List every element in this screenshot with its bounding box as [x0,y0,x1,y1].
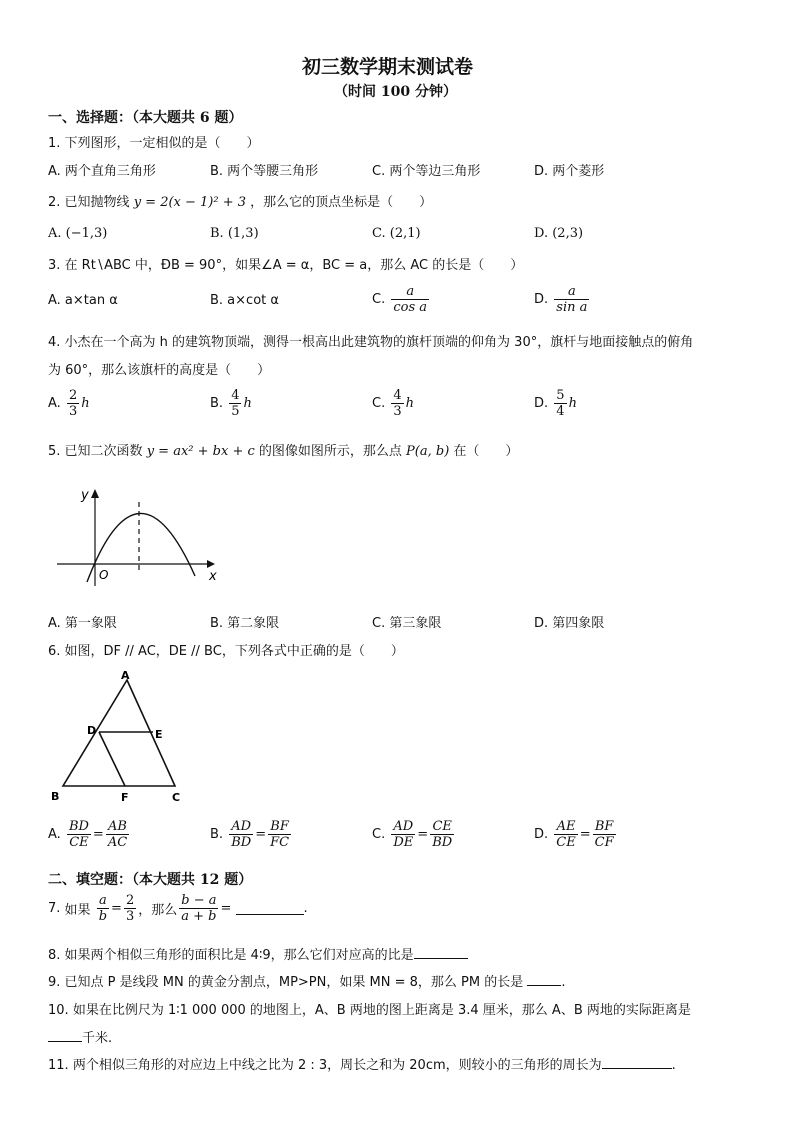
page-title: 初三数学期末测试卷 [302,56,474,78]
question-10 [48,999,691,1018]
q1-option-b: B. 两个等腰三角形 [210,164,319,179]
question-6 [48,640,404,659]
option-label: D. [534,292,549,307]
x-axis-arrow [207,560,215,568]
question-5 [48,440,518,459]
equals-sign: = [220,901,232,916]
question-number: 11. [48,1058,69,1073]
fraction-2-3: $\frac{2}{3}$ [125,893,135,924]
formula: y = 2(x − 1)² + 3 [133,195,247,210]
question-number: 3. [48,258,61,273]
question-number: 4. [48,335,61,350]
q1-option-d: D. 两个菱形 [534,164,605,179]
period: . [561,975,566,990]
question-2 [48,191,432,210]
question-stem-mid: 的图像如图所示，那么点 [258,444,402,459]
question-number: 5. [48,444,61,459]
page-subtitle: （时间 100 分钟） [334,84,457,100]
q6-option-d [534,819,618,850]
equals-sign: = [92,827,104,842]
q3-option-c [372,284,431,315]
variable: h [405,396,415,411]
parabola-graph [55,482,225,592]
question-1 [48,132,260,151]
q2-option-c: C. (2,1) [372,226,421,241]
fraction: $\frac{5}{4}$ [556,388,565,419]
question-stem-line1: 小杰在一个高为 h 的建筑物顶端，测得一根高出此建筑物的旗杆顶端的仰角为 30°，旗杆与地面接触点的俯角 [64,335,694,350]
option-label: C. [372,396,386,411]
option-label: D. [534,827,549,842]
question-9 [48,971,565,990]
fraction: $\frac{a}{\text{sin a}}$ [556,284,588,315]
period: . [671,1058,676,1073]
fraction-right: $\frac{CE}{BD}$ [432,819,453,850]
question-stem-post: ，那么它的顶点坐标是（ ） [250,195,433,210]
question-text: 如果 [64,903,91,918]
question-number: 10. [48,1003,69,1018]
fraction: $\frac{2}{3}$ [68,388,78,419]
question-4 [48,331,693,350]
variable: h [81,396,90,411]
vertex-b-label: B [51,790,60,803]
fraction-left: $\frac{BD}{CE}$ [68,819,89,850]
equals-sign: = [579,827,591,842]
q1-option-c: C. 两个等边三角形 [372,164,481,179]
q2-option-b: B. (1,3) [210,226,259,241]
formula: y = ax² + bx + c [146,444,255,459]
point-d-label: D [87,724,97,737]
x-axis-label: x [209,569,217,584]
answer-blank[interactable] [236,902,304,915]
question-8 [48,944,468,963]
question-number: 1. [48,136,61,151]
point: P(a, b) [406,444,450,459]
question-stem-post: 在（ ） [453,444,519,459]
question-3 [48,254,523,273]
answer-blank[interactable] [414,946,468,959]
y-axis-label: y [81,488,89,503]
question-text: 如果在比例尺为 1∶1 000 000 的地图上，A、B 两地的图上距离是 3.4 厘米，那么 A、B 两地的实际距离是 [72,1003,691,1018]
fraction: $\frac{4}{5}$ [231,388,240,419]
q4-option-a [48,388,90,419]
question-text: 千米. [82,1031,113,1046]
question-number: 2. [48,195,61,210]
fraction-left: $\frac{AD}{BD}$ [231,819,252,850]
fraction: $\frac{a}{\text{cos a}}$ [393,284,428,315]
q6-option-a [48,819,131,850]
q2-option-a: A. (−1,3) [48,226,108,241]
q4-option-b [210,388,252,419]
question-number: 7. [48,901,61,916]
fraction: $\frac{4}{3}$ [393,388,402,419]
fraction-left: $\frac{AE}{CE}$ [556,819,576,850]
question-stem: 下列图形，一定相似的是（ ） [64,136,260,151]
question-10-line2 [48,1027,112,1046]
section-heading-choice: 一、选择题：（本大题共 6 题） [48,110,243,126]
option-label: A. [48,827,61,842]
question-number: 9. [48,975,61,990]
q6-option-b [210,819,293,850]
option-label: C. [372,827,386,842]
variable: h [243,396,252,411]
option-label: B. [210,827,224,842]
fraction-right: $\frac{BF}{FC}$ [270,819,290,850]
fraction-a-b: $\frac{a}{b}$ [98,893,108,924]
vertex-c-label: C [172,791,181,804]
fraction-expression: $\frac{b - a}{a + b}$ [181,893,217,924]
answer-blank[interactable] [527,973,561,986]
y-axis-arrow [91,489,99,498]
fraction-right: $\frac{AB}{AC}$ [107,819,128,850]
q1-option-a: A. 两个直角三角形 [48,164,156,179]
variable: h [568,396,577,411]
answer-blank[interactable] [602,1056,672,1069]
vertex-a-label: A [121,669,130,682]
q5-option-d: D. 第四象限 [534,616,605,631]
q4-option-d [534,388,577,419]
question-text: 已知点 P 是线段 MN 的黄金分割点，MP>PN，如果 MN = 8，那么 PM 的长是 [64,975,524,990]
origin-label: O [99,568,109,582]
question-number: 8. [48,948,61,963]
answer-blank[interactable] [48,1029,82,1042]
option-label: A. [48,396,61,411]
option-label: D. [534,396,549,411]
q3-option-d [534,284,591,315]
equals-sign: = [111,901,122,916]
equals-sign: = [417,827,429,842]
fraction-left: $\frac{AD}{DE}$ [393,819,414,850]
question-11 [48,1054,676,1073]
period: . [303,901,308,916]
q5-option-a: A. 第一象限 [48,616,117,631]
option-label: B. [210,396,224,411]
question-stem-pre: 已知二次函数 [64,444,143,459]
fraction-right: $\frac{BF}{CF}$ [594,819,614,850]
q5-option-b: B. 第二象限 [210,616,280,631]
question-text: ，那么 [138,903,178,918]
question-stem: 如图，DF // AC，DE // BC，下列各式中正确的是（ ） [64,644,404,659]
q3-option-a: A. a×tan α [48,293,118,308]
triangle-figure [45,668,195,810]
q2-option-d: D. (2,3) [534,226,584,241]
segment-df [99,732,125,786]
section-heading-fill: 二、填空题：（本大题共 12 题） [48,872,253,888]
q4-option-c [372,388,414,419]
q5-option-c: C. 第三象限 [372,616,442,631]
q6-option-c [372,819,456,850]
question-7 [48,893,308,924]
q3-option-b: B. a×cot α [210,293,279,308]
question-number: 6. [48,644,61,659]
question-4-line2: 为 60°，那么该旗杆的高度是（ ） [48,363,271,378]
question-stem-pre: 已知抛物线 [64,195,130,210]
equals-sign: = [255,827,267,842]
question-text: 两个相似三角形的对应边上中线之比为 2 : 3，周长之和为 20cm，则较小的三角形的周长为 [72,1058,602,1073]
point-f-label: F [121,791,129,804]
point-e-label: E [155,728,163,741]
question-stem: 在 Rt∖ABC 中，ÐB = 90°，如果∠A = α，BC = a，那么 AC 的长是（ ） [64,258,524,273]
option-label: C. [372,292,386,307]
question-text: 如果两个相似三角形的面积比是 4∶9，那么它们对应高的比是 [64,948,414,963]
